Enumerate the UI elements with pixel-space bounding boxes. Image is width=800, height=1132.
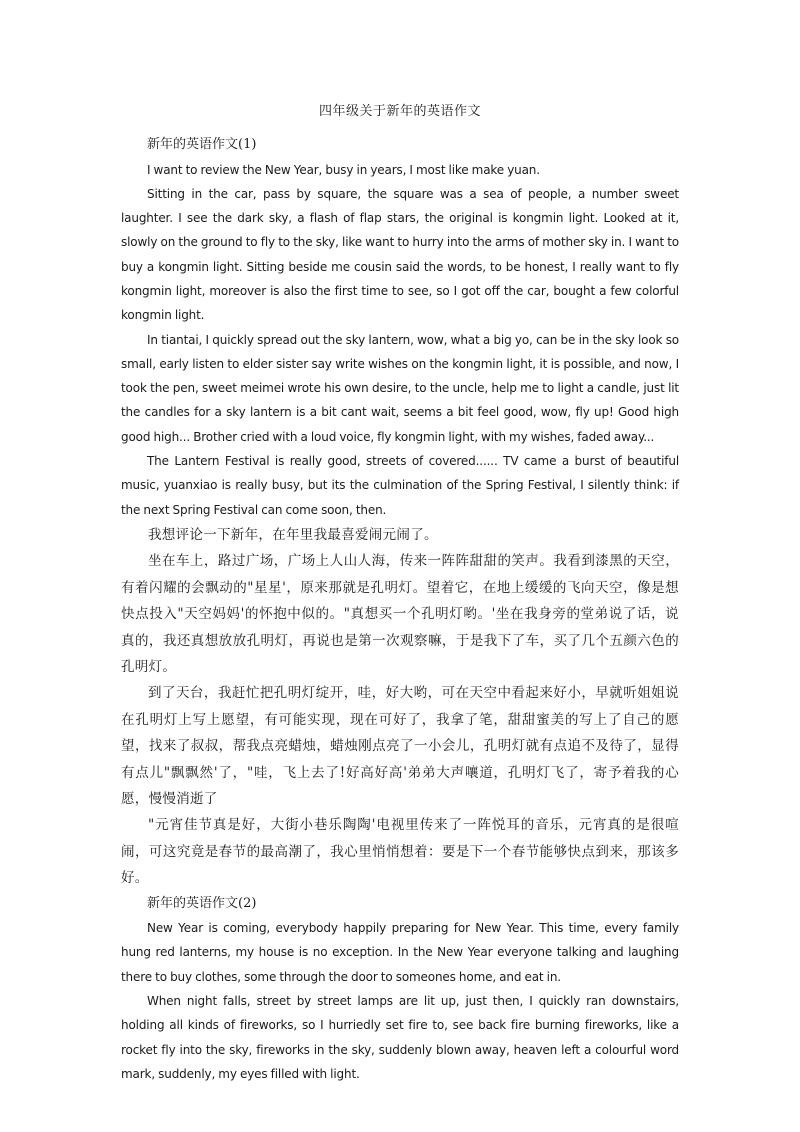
paragraph: The Lantern Festival is really good, streets of covered...... TV came a burst of beautiful music, yuanxiao is really busy, but its the culmination of the Spring Festival, I silently think: if the next Spring Festival can come soon, then. [121,454,679,517]
section-heading: 新年的英语作文(2) [147,895,257,911]
document-title: 四年级关于新年的英语作文 [318,104,481,119]
paragraph: 到了天台，我赶忙把孔明灯绽开，哇，好大哟，可在天空中看起来好小，早就听姐姐说在孔明灯上写上愿望，有可能实现，现在可好了，我拿了笔，甜甜蜜美的写上了自己的愿望，找来了叔叔，帮我点亮蜡烛，蜡烛刚点亮了一小会儿，孔明灯就有点追不及待了，显得有点儿"飘飘然'了，"哇，飞上去了!好高好高'弟弟大声嚷道，孔明灯飞了，寄予着我的心愿，慢慢消逝了 [121,685,679,808]
document-body [121,133,679,1086]
paragraph: "元宵佳节真是好，大街小巷乐陶陶'电视里传来了一阵悦耳的音乐，元宵真的是很喧闹，可这究竟是春节的最高潮了，我心里悄悄想着：要是下一个春节能够快点到来，那该多好。 [121,817,679,887]
paragraph: I want to review the New Year, busy in years, I most like make yuan. [147,162,540,177]
section-heading: 新年的英语作文(1) [147,137,257,152]
paragraph: 坐在车上，路过广场，广场上人山人海，传来一阵阵甜甜的笑声。我看到漆黑的天空，有着闪耀的会飘动的"星星'，原来那就是孔明灯。望着它，在地上缓缓的飞向天空，像是想快点投入"天空妈妈'的怀抱中似的。"真想买一个孔明灯哟。'坐在我身旁的堂弟说了话，说真的，我还真想放放孔明灯，再说也是第一次观察嘛，于是我下了车，买了几个五颜六色的孔明灯。 [121,553,679,675]
paragraph: New Year is coming, everybody happily preparing for New Year. This time, every family hung red lanterns, my house is no exception. In the New Year everyone talking and laughing there to buy clothes, some through the door to someones home, and eat in. [121,921,679,984]
paragraph: Sitting in the car, pass by square, the square was a sea of people, a number sweet laughter. I see the dark sky, a flash of flap stars, the original is kongmin light. Looked at it, slowly on the ground to fly to the sky, like want to hurry into the arms of mother sky in. I want to buy a kongmin light. Sitting beside me cousin said the words, to be honest, I really want to fly kongmin light, moreover is also the first time to see, so I got off the car, bought a few colorful kongmin light. [121,186,679,323]
paragraph: 我想评论一下新年，在年里我最喜爱闹元闹了。 [148,526,438,543]
paragraph: In tiantai, I quickly spread out the sky lantern, wow, what a big yo, can be in the sky look so small, early listen to elder sister say write wishes on the kongmin light, it is possible, and now, I took the pen, sweet meimei wrote his own desire, to the uncle, help me to light a candle, just lit the candles for a sky lantern is a bit cant wait, seems a bit feel good, wow, fly up! Good high good high... Brother cried with a loud voice, fly kongmin light, with my wishes, faded away... [121,332,679,444]
paragraph: When night falls, street by street lamps are lit up, just then, I quickly ran downstairs, holding all kinds of fireworks, so I hurriedly set fire to, see back fire burning fireworks, like a rocket fly into the sky, fireworks in the sky, suddenly blown away, heaven left a colourful word mark, suddenly, my eyes filled with light. [121,994,679,1081]
